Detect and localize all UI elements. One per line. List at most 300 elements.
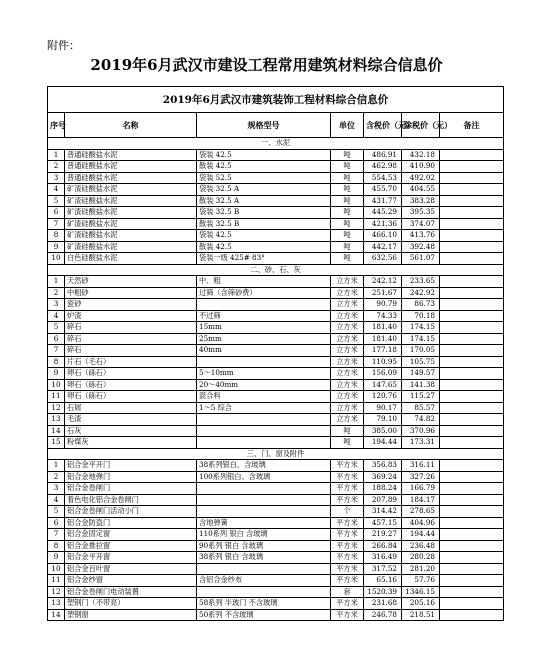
price-without-tax: 85.57 <box>402 402 440 414</box>
spec-model: 袋装 42.5 <box>197 230 331 242</box>
table-row <box>48 368 504 380</box>
spec-model <box>197 563 331 575</box>
spec-model: 15mm <box>197 322 331 334</box>
row-number: 14 <box>48 609 65 621</box>
note-cell <box>440 310 504 322</box>
material-name: 矿渣硅酸盐水泥 <box>65 195 197 207</box>
price-without-tax: 395.35 <box>402 207 440 219</box>
material-name: 瓷砂 <box>65 299 197 311</box>
note-cell <box>440 552 504 564</box>
price-with-tax: 181.40 <box>364 322 402 334</box>
price-with-tax: 188.24 <box>364 483 402 495</box>
price-with-tax: 251.67 <box>364 287 402 299</box>
spec-model: 100系列银白、含玻璃 <box>197 471 331 483</box>
note-cell <box>440 230 504 242</box>
unit: 立方米 <box>331 368 364 380</box>
price-with-tax: 317.52 <box>364 563 402 575</box>
row-number: 3 <box>48 483 65 495</box>
spec-model <box>197 425 331 437</box>
price-without-tax: 492.02 <box>402 172 440 184</box>
spec-model: 混合料 <box>197 391 331 403</box>
unit: 吨 <box>331 218 364 230</box>
note-cell <box>440 161 504 173</box>
price-with-tax: 181.40 <box>364 333 402 345</box>
price-with-tax: 442.17 <box>364 241 402 253</box>
table-row <box>48 195 504 207</box>
row-number: 4 <box>48 184 65 196</box>
material-name: 天然砂 <box>65 276 197 288</box>
unit: 立方米 <box>331 333 364 345</box>
unit: 立方米 <box>331 356 364 368</box>
table-row <box>48 506 504 518</box>
unit: 吨 <box>331 230 364 242</box>
unit: 立方米 <box>331 414 364 426</box>
spec-model: 袋装一级 425# 83° <box>197 253 331 265</box>
spec-model: 袋装 32.5 A <box>197 184 331 196</box>
spec-model: 散装 42.5 <box>197 241 331 253</box>
price-with-tax: 207.89 <box>364 494 402 506</box>
spec-model: 38系列银白、含玻璃 <box>197 460 331 472</box>
spec-model <box>197 494 331 506</box>
material-name: 普通硅酸盐水泥 <box>65 149 197 161</box>
material-name: 铝合金平开窗 <box>65 552 197 564</box>
table-row <box>48 322 504 334</box>
note-cell <box>440 483 504 495</box>
note-cell <box>440 598 504 610</box>
price-with-tax: 120.76 <box>364 391 402 403</box>
unit: 平方米 <box>331 552 364 564</box>
price-with-tax: 457.15 <box>364 517 402 529</box>
table-body <box>48 138 504 621</box>
row-number: 11 <box>48 391 65 403</box>
price-with-tax: 242.12 <box>364 276 402 288</box>
material-name: 粉煤灰 <box>65 437 197 449</box>
material-name: 毛渣 <box>65 414 197 426</box>
material-name: 石灰 <box>65 425 197 437</box>
price-without-tax: 173.31 <box>402 437 440 449</box>
table-row <box>48 184 504 196</box>
row-number: 1 <box>48 149 65 161</box>
price-without-tax: 404.55 <box>402 184 440 196</box>
price-without-tax: 316.11 <box>402 460 440 472</box>
row-number: 15 <box>48 437 65 449</box>
row-number: 4 <box>48 310 65 322</box>
table-row <box>48 425 504 437</box>
table-row <box>48 609 504 621</box>
col-header-unit: 单位 <box>331 113 364 138</box>
note-cell <box>440 437 504 449</box>
table-header-row <box>48 113 504 138</box>
price-table <box>47 86 504 621</box>
unit: 平方米 <box>331 540 364 552</box>
col-header-no: 序号 <box>48 113 65 138</box>
row-number: 9 <box>48 368 65 380</box>
section-header-row <box>48 264 504 276</box>
row-number: 8 <box>48 540 65 552</box>
price-with-tax: 79.10 <box>364 414 402 426</box>
unit: 立方米 <box>331 310 364 322</box>
spec-model: 含铝合金纱布 <box>197 575 331 587</box>
note-cell <box>440 563 504 575</box>
price-with-tax: 194.44 <box>364 437 402 449</box>
attachment-label: 附件： <box>47 39 80 52</box>
row-number: 2 <box>48 471 65 483</box>
material-name: 石屑 <box>65 402 197 414</box>
material-name: 中粗砂 <box>65 287 197 299</box>
price-without-tax: 280.28 <box>402 552 440 564</box>
table-row <box>48 402 504 414</box>
table-row <box>48 276 504 288</box>
price-with-tax: 316.49 <box>364 552 402 564</box>
table-row <box>48 540 504 552</box>
table-row <box>48 287 504 299</box>
price-without-tax: 236.48 <box>402 540 440 552</box>
note-cell <box>440 218 504 230</box>
price-without-tax: 205.16 <box>402 598 440 610</box>
unit: 立方米 <box>331 391 364 403</box>
price-without-tax: 281.20 <box>402 563 440 575</box>
material-name: 铝合金卷闸门活动小门 <box>65 506 197 518</box>
price-without-tax: 432.18 <box>402 149 440 161</box>
material-name: 塑钢窗 <box>65 609 197 621</box>
note-cell <box>440 149 504 161</box>
price-without-tax: 194.44 <box>402 529 440 541</box>
document-title: 2019年6月武汉市建设工程常用建筑材料综合信息价 <box>90 56 443 74</box>
unit: 立方米 <box>331 379 364 391</box>
note-cell <box>440 471 504 483</box>
spec-model: 25mm <box>197 333 331 345</box>
spec-model <box>197 586 331 598</box>
spec-model: 中、粗 <box>197 276 331 288</box>
price-without-tax: 70.18 <box>402 310 440 322</box>
price-without-tax: 383.28 <box>402 195 440 207</box>
table-row <box>48 529 504 541</box>
note-cell <box>440 529 504 541</box>
row-number: 9 <box>48 552 65 564</box>
table-row <box>48 356 504 368</box>
note-cell <box>440 276 504 288</box>
material-name: 铝合金百叶窗 <box>65 563 197 575</box>
note-cell <box>440 506 504 518</box>
unit: 平方米 <box>331 529 364 541</box>
price-without-tax: 218.51 <box>402 609 440 621</box>
price-without-tax: 561.07 <box>402 253 440 265</box>
note-cell <box>440 402 504 414</box>
table-title-row <box>48 87 504 113</box>
table-row <box>48 379 504 391</box>
price-with-tax: 65.16 <box>364 575 402 587</box>
table-row <box>48 230 504 242</box>
price-with-tax: 554.53 <box>364 172 402 184</box>
unit: 平方米 <box>331 460 364 472</box>
material-name: 铝合金卷闸门 <box>65 483 197 495</box>
row-number: 6 <box>48 517 65 529</box>
note-cell <box>440 460 504 472</box>
note-cell <box>440 287 504 299</box>
table-row <box>48 391 504 403</box>
spec-model: 40mm <box>197 345 331 357</box>
price-without-tax: 392.48 <box>402 241 440 253</box>
unit: 吨 <box>331 425 364 437</box>
note-cell <box>440 494 504 506</box>
table-title: 2019年6月武汉市建筑装饰工程材料综合信息价 <box>48 87 504 113</box>
spec-model: 1～5 综合 <box>197 402 331 414</box>
unit: 平方米 <box>331 563 364 575</box>
table-row <box>48 310 504 322</box>
material-name: 炉渣 <box>65 310 197 322</box>
spec-model: 58系列 半玻门 不含玻璃 <box>197 598 331 610</box>
spec-model: 110系列 银白 含玻璃 <box>197 529 331 541</box>
price-without-tax: 57.76 <box>402 575 440 587</box>
unit: 平方米 <box>331 471 364 483</box>
material-name: 普通硅酸盐水泥 <box>65 161 197 173</box>
note-cell <box>440 586 504 598</box>
section-title: 三、门、窗及附件 <box>48 448 504 460</box>
spec-model: 5～10mm <box>197 368 331 380</box>
note-cell <box>440 517 504 529</box>
price-without-tax: 410.90 <box>402 161 440 173</box>
price-with-tax: 246.78 <box>364 609 402 621</box>
price-with-tax: 177.18 <box>364 345 402 357</box>
row-number: 13 <box>48 598 65 610</box>
table-row <box>48 207 504 219</box>
price-with-tax: 421.36 <box>364 218 402 230</box>
note-cell <box>440 609 504 621</box>
row-number: 12 <box>48 586 65 598</box>
price-with-tax: 356.83 <box>364 460 402 472</box>
price-with-tax: 455.70 <box>364 184 402 196</box>
spec-model: 50系列 不含玻璃 <box>197 609 331 621</box>
material-name: 片石（毛石） <box>65 356 197 368</box>
row-number: 7 <box>48 345 65 357</box>
note-cell <box>440 379 504 391</box>
material-name: 矿渣硅酸盐水泥 <box>65 184 197 196</box>
price-with-tax: 110.95 <box>364 356 402 368</box>
price-with-tax: 369.24 <box>364 471 402 483</box>
unit: 吨 <box>331 172 364 184</box>
price-without-tax: 242.92 <box>402 287 440 299</box>
row-number: 2 <box>48 287 65 299</box>
note-cell <box>440 575 504 587</box>
note-cell <box>440 195 504 207</box>
spec-model <box>197 299 331 311</box>
row-number: 13 <box>48 414 65 426</box>
row-number: 5 <box>48 195 65 207</box>
price-without-tax: 404.96 <box>402 517 440 529</box>
spec-model <box>197 414 331 426</box>
table-row <box>48 241 504 253</box>
price-without-tax: 327.26 <box>402 471 440 483</box>
material-name: 塑钢门（不带亮） <box>65 598 197 610</box>
spec-model: 过筛（含筛砂费） <box>197 287 331 299</box>
spec-model: 袋装 52.5 <box>197 172 331 184</box>
unit: 套 <box>331 586 364 598</box>
table-row <box>48 483 504 495</box>
table-row <box>48 563 504 575</box>
material-name: 铝合金防盗门 <box>65 517 197 529</box>
spec-model <box>197 506 331 518</box>
table-row <box>48 575 504 587</box>
unit: 立方米 <box>331 299 364 311</box>
price-with-tax: 266.84 <box>364 540 402 552</box>
material-name: 卵石（砾石） <box>65 391 197 403</box>
note-cell <box>440 253 504 265</box>
material-name: 铝合金推拉窗 <box>65 540 197 552</box>
price-without-tax: 370.96 <box>402 425 440 437</box>
price-without-tax: 1346.15 <box>402 586 440 598</box>
unit: 平方米 <box>331 517 364 529</box>
section-title: 二、砂、石、灰 <box>48 264 504 276</box>
note-cell <box>440 391 504 403</box>
material-name: 着色电化铝合金卷闸门 <box>65 494 197 506</box>
price-without-tax: 413.76 <box>402 230 440 242</box>
spec-model: 袋装 42.5 <box>197 149 331 161</box>
table-row <box>48 218 504 230</box>
row-number: 6 <box>48 207 65 219</box>
note-cell <box>440 333 504 345</box>
price-without-tax: 174.15 <box>402 333 440 345</box>
material-name: 矿渣硅酸盐水泥 <box>65 230 197 242</box>
note-cell <box>440 299 504 311</box>
material-name: 铝合金纱窗 <box>65 575 197 587</box>
note-cell <box>440 322 504 334</box>
material-name: 碎石 <box>65 322 197 334</box>
table-row <box>48 437 504 449</box>
price-with-tax: 385.00 <box>364 425 402 437</box>
unit: 立方米 <box>331 276 364 288</box>
table-row <box>48 598 504 610</box>
unit: 立方米 <box>331 287 364 299</box>
unit: 立方米 <box>331 322 364 334</box>
table-row <box>48 414 504 426</box>
material-name: 矿渣硅酸盐水泥 <box>65 218 197 230</box>
material-name: 白色硅酸盐水泥 <box>65 253 197 265</box>
price-with-tax: 314.42 <box>364 506 402 518</box>
unit: 吨 <box>331 161 364 173</box>
price-with-tax: 219.27 <box>364 529 402 541</box>
unit: 吨 <box>331 437 364 449</box>
row-number: 4 <box>48 494 65 506</box>
col-header-spec: 规格型号 <box>197 113 331 138</box>
material-name: 普通硅酸盐水泥 <box>65 172 197 184</box>
spec-model <box>197 437 331 449</box>
unit: 吨 <box>331 253 364 265</box>
table-row <box>48 345 504 357</box>
unit: 个 <box>331 506 364 518</box>
spec-model: 散装 42.5 <box>197 161 331 173</box>
price-with-tax: 445.29 <box>364 207 402 219</box>
spec-model: 袋装 32.5 B <box>197 207 331 219</box>
unit: 立方米 <box>331 345 364 357</box>
table-row <box>48 299 504 311</box>
spec-model: 不过筛 <box>197 310 331 322</box>
table-row <box>48 333 504 345</box>
price-without-tax: 105.75 <box>402 356 440 368</box>
price-without-tax: 374.07 <box>402 218 440 230</box>
row-number: 5 <box>48 322 65 334</box>
spec-model <box>197 483 331 495</box>
table-row <box>48 471 504 483</box>
price-without-tax: 86.73 <box>402 299 440 311</box>
material-name: 碎石 <box>65 333 197 345</box>
price-with-tax: 90.17 <box>364 402 402 414</box>
price-without-tax: 170.05 <box>402 345 440 357</box>
section-header-row <box>48 448 504 460</box>
row-number: 1 <box>48 276 65 288</box>
row-number: 7 <box>48 529 65 541</box>
material-name: 铝合金卷闸门电动装置 <box>65 586 197 598</box>
note-cell <box>440 241 504 253</box>
col-header-note: 备注 <box>440 113 504 138</box>
price-without-tax: 141.38 <box>402 379 440 391</box>
note-cell <box>440 540 504 552</box>
row-number: 10 <box>48 563 65 575</box>
price-with-tax: 632.56 <box>364 253 402 265</box>
table-row <box>48 552 504 564</box>
table-row <box>48 494 504 506</box>
material-name: 矿渣硅酸盐水泥 <box>65 207 197 219</box>
section-header-row <box>48 138 504 150</box>
unit: 吨 <box>331 184 364 196</box>
material-name: 卵石（砾石） <box>65 368 197 380</box>
unit: 平方米 <box>331 598 364 610</box>
row-number: 14 <box>48 425 65 437</box>
table-row <box>48 161 504 173</box>
unit: 立方米 <box>331 402 364 414</box>
row-number: 11 <box>48 575 65 587</box>
material-name: 铝合金地弹门 <box>65 471 197 483</box>
spec-model: 20～40mm <box>197 379 331 391</box>
price-with-tax: 486.91 <box>364 149 402 161</box>
price-without-tax: 184.17 <box>402 494 440 506</box>
note-cell <box>440 368 504 380</box>
spec-model: 90系列 银白 含玻璃 <box>197 540 331 552</box>
unit: 吨 <box>331 207 364 219</box>
col-header-name: 名称 <box>65 113 197 138</box>
table-row <box>48 460 504 472</box>
price-with-tax: 462.98 <box>364 161 402 173</box>
price-without-tax: 115.27 <box>402 391 440 403</box>
material-name: 铝合金平开门 <box>65 460 197 472</box>
spec-model: 38系列 银白 含玻璃 <box>197 552 331 564</box>
note-cell <box>440 172 504 184</box>
unit: 吨 <box>331 149 364 161</box>
unit: 平方米 <box>331 609 364 621</box>
note-cell <box>440 345 504 357</box>
unit: 吨 <box>331 195 364 207</box>
row-number: 7 <box>48 218 65 230</box>
row-number: 10 <box>48 379 65 391</box>
table-row <box>48 517 504 529</box>
material-name: 铝合金固定窗 <box>65 529 197 541</box>
row-number: 3 <box>48 299 65 311</box>
price-with-tax: 231.68 <box>364 598 402 610</box>
price-with-tax: 431.77 <box>364 195 402 207</box>
price-without-tax: 278.65 <box>402 506 440 518</box>
row-number: 2 <box>48 161 65 173</box>
row-number: 6 <box>48 333 65 345</box>
material-name: 卵石（砾石） <box>65 379 197 391</box>
price-with-tax: 466.10 <box>364 230 402 242</box>
note-cell <box>440 425 504 437</box>
table-row <box>48 149 504 161</box>
material-name: 碎石 <box>65 345 197 357</box>
price-with-tax: 74.33 <box>364 310 402 322</box>
price-with-tax: 156.09 <box>364 368 402 380</box>
note-cell <box>440 207 504 219</box>
row-number: 5 <box>48 506 65 518</box>
price-without-tax: 149.57 <box>402 368 440 380</box>
